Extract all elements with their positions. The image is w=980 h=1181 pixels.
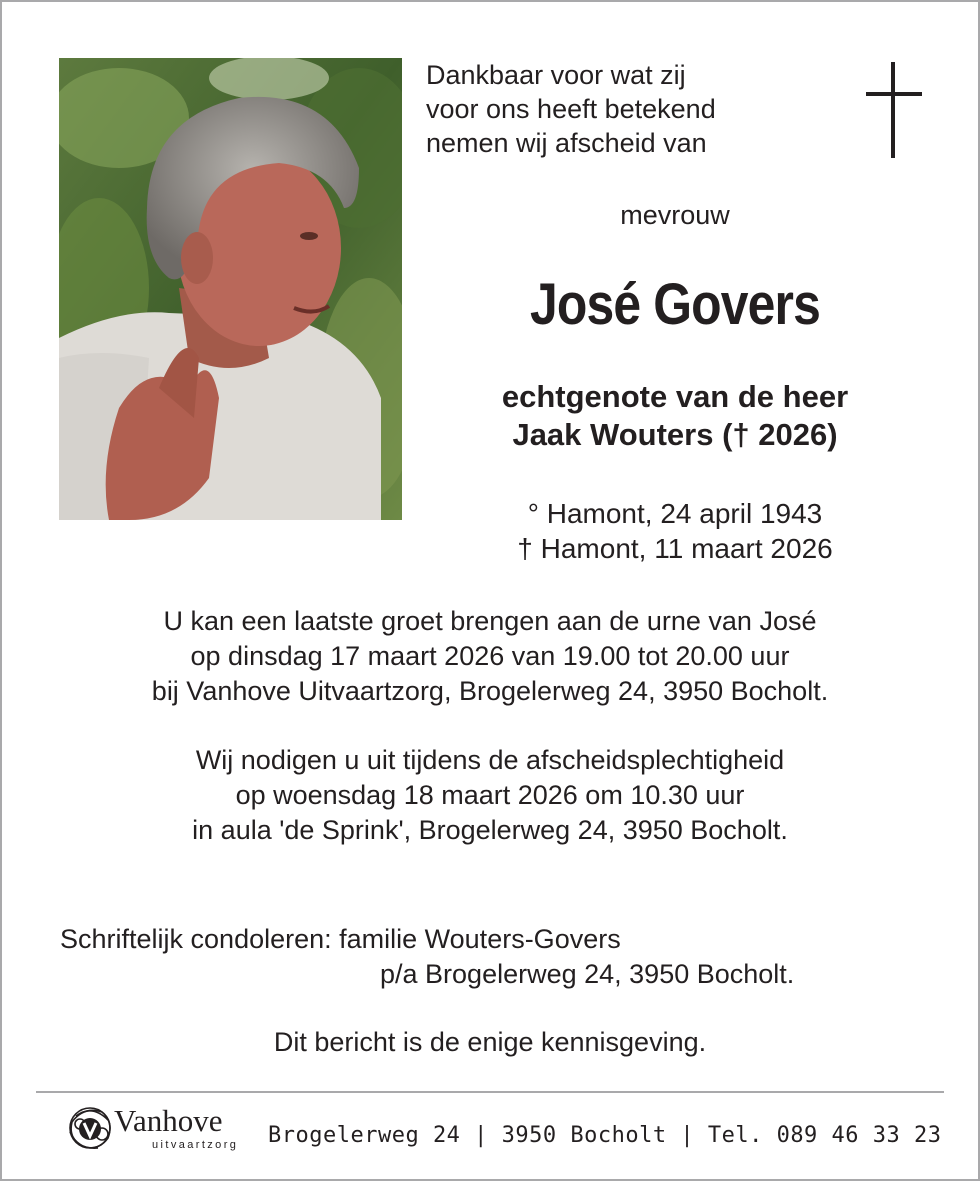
- condolence-label: Schriftelijk condoleren: familie Wouters-Govers: [60, 924, 621, 954]
- ceremony-line: Wij nodigen u uit tijdens de afscheidsplechtigheid: [195, 745, 785, 775]
- honorific: mevrouw: [620, 200, 730, 230]
- birth-date: ° Hamont, 24 april 1943: [527, 498, 823, 529]
- spouse-line: Jaak Wouters († 2026): [512, 417, 838, 452]
- logo-subtitle: uitvaartzorg: [152, 1139, 239, 1151]
- intro-line: nemen wij afscheid van: [426, 128, 707, 158]
- visitation-info: [40, 604, 940, 709]
- visit-line: U kan een laatste groet brengen aan de urne van José: [163, 606, 817, 636]
- deceased-name: José Govers: [529, 272, 820, 337]
- intro-text: [426, 58, 716, 160]
- footer-divider: [36, 1091, 944, 1093]
- ceremony-line: op woensdag 18 maart 2026 om 10.30 uur: [235, 780, 745, 810]
- ceremony-info: [40, 743, 940, 848]
- portrait-photo: [59, 58, 402, 520]
- ceremony-line: in aula 'de Sprink', Brogelerweg 24, 3950 Bocholt.: [192, 815, 788, 845]
- intro-line: voor ons heeft betekend: [426, 94, 716, 124]
- latin-cross-icon: [866, 62, 922, 158]
- condolence-address: p/a Brogelerweg 24, 3950 Bocholt.: [380, 959, 795, 989]
- life-dates: [440, 496, 910, 566]
- notice-text: Dit bericht is de enige kennisgeving.: [273, 1027, 707, 1057]
- intro-line: Dankbaar voor wat zij: [426, 60, 686, 90]
- visit-line: bij Vanhove Uitvaartzorg, Brogelerweg 24, 3950 Bocholt.: [151, 676, 829, 706]
- logo-name: Vanhove: [114, 1103, 223, 1138]
- spouse-info: [440, 378, 910, 454]
- footer-contact: Brogelerweg 24 | 3950 Bocholt | Tel. 089 46 33 23: [268, 1123, 942, 1148]
- death-date: † Hamont, 11 maart 2026: [517, 533, 833, 564]
- spouse-line: echtgenote van de heer: [501, 379, 849, 414]
- vanhove-logo-mark: [64, 1102, 118, 1156]
- visit-line: op dinsdag 17 maart 2026 van 19.00 tot 20.00 uur: [190, 641, 790, 671]
- vanhove-logo: [64, 1100, 264, 1160]
